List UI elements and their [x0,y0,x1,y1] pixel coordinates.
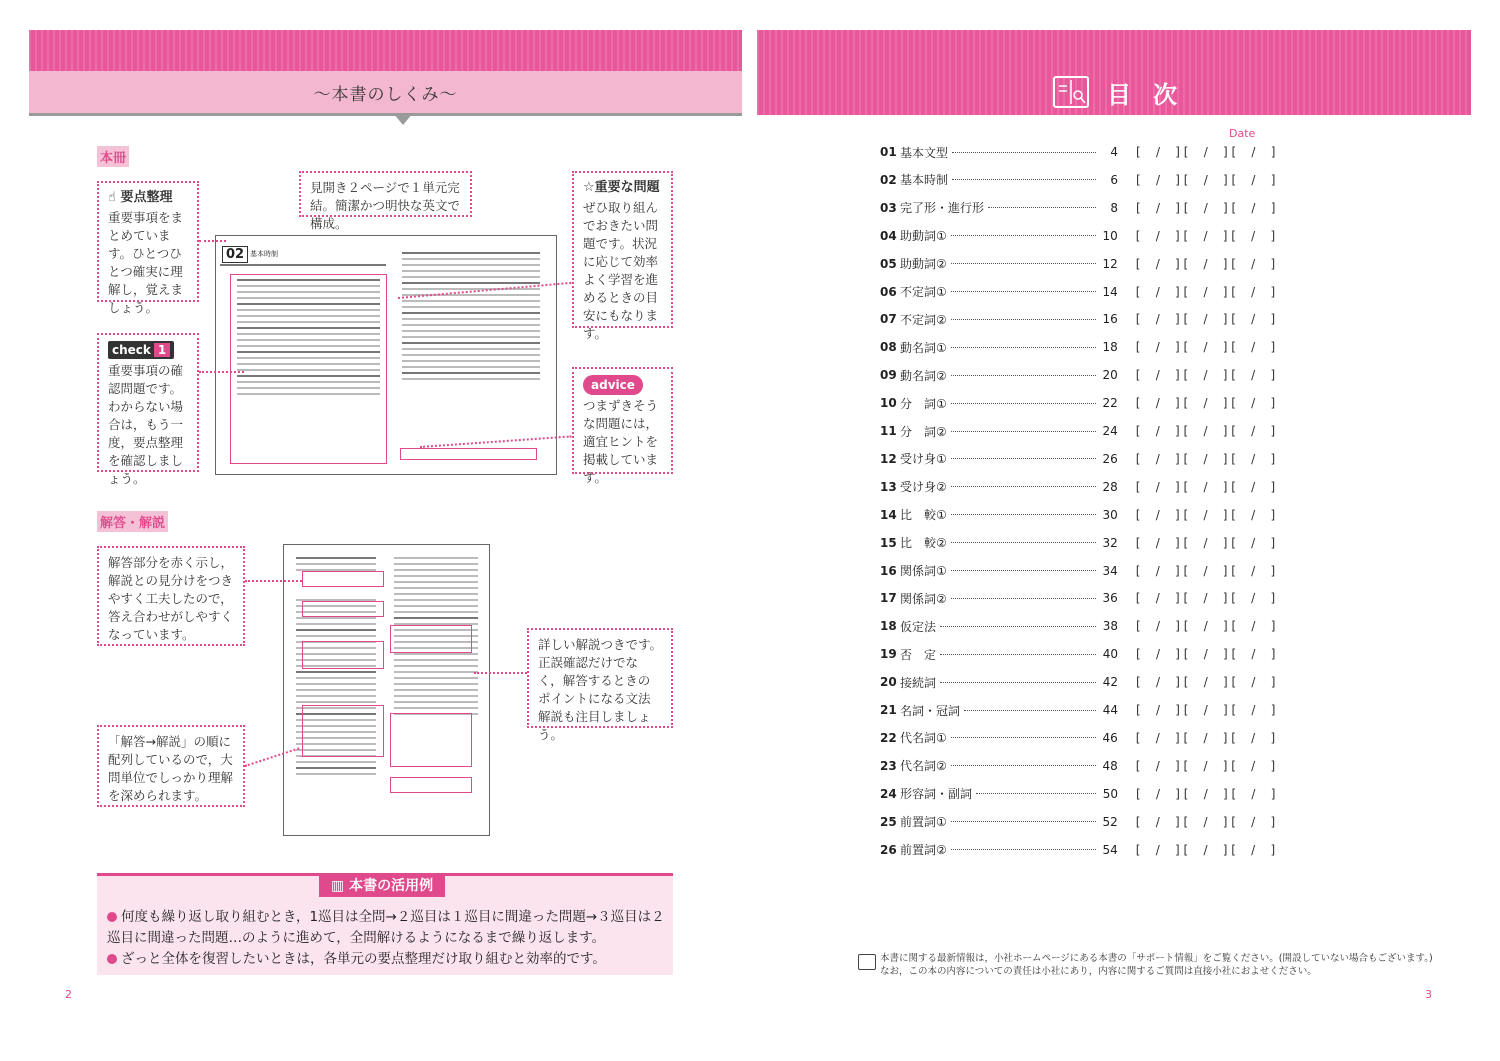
toc-leader [952,179,1096,180]
advice-badge: advice [583,375,643,395]
toc-page: 36 [1102,591,1118,606]
toc-leader [951,403,1096,404]
toc-row [880,283,1360,301]
toc-item-title: 接続詞 [900,675,937,690]
toc-row [880,199,1360,217]
toc-row [880,478,1360,496]
book-icon: ▥ [331,878,350,894]
toc-page: 10 [1102,228,1118,243]
date-brackets: [ / ] [ / ] [ / ] [1136,200,1276,215]
box-top: 見開き２ページで１単元完結。簡潔かつ明快な英文で構成。 [299,171,472,217]
toc-item-title: 形容詞・副詞 [900,787,973,802]
toc-leader [988,207,1096,208]
connector-line [474,672,527,674]
toc-row [880,310,1360,328]
date-brackets: [ / ] [ / ] [ / ] [1135,535,1276,550]
section-tag-main: 本冊 [97,146,129,167]
toc-num: 24 [880,786,897,801]
toc-num: 09 [880,368,897,383]
toc-leader [951,235,1096,236]
toc-row [880,841,1360,859]
date-brackets: [ / ] [ / ] [ / ] [1135,451,1276,466]
toc-item-title: 代名詞② [900,759,947,774]
toc-page: 14 [1102,284,1118,299]
usage-item-2: ざっと全体を復習したいときは，各単元の要点整理だけ取り組むと効率的です。 [107,949,667,970]
toc-num: 17 [880,591,897,606]
toc-item-title: 基本時制 [900,173,949,188]
toc-page: 22 [1102,396,1118,411]
computer-icon [858,954,876,970]
box-advice-text: つまずきそうな問題には，適宜ヒントを掲載しています。 [583,398,659,485]
date-brackets: [ / ] [ / ] [ / ] [1135,563,1276,578]
toc-row [880,227,1360,245]
toc-item-title: 不定詞① [900,285,947,299]
date-brackets: [ / ] [ / ] [ / ] [1136,675,1276,690]
toc-num: 04 [880,228,897,243]
toc-leader [951,570,1096,571]
toc-page: 44 [1102,703,1119,717]
toc-page: 54 [1102,842,1118,857]
date-brackets: [ / ] [ / ] [ / ] [1135,591,1276,606]
box-important-text: ぜひ取り組んでおきたい問題です。状況に応じて効率よく学習を進めるときの目安にもなります。 [583,200,659,341]
toc-page: 48 [1102,758,1118,773]
box-important [572,171,673,341]
toc-page: 38 [1102,619,1119,634]
toc-item-title: 比 較② [900,536,947,551]
toc-item-title: 基本文型 [900,145,949,160]
date-brackets: [ / ] [ / ] [ / ] [1135,842,1276,857]
toc-num: 11 [880,424,897,438]
toc-num: 05 [880,256,897,271]
toc-page: 40 [1102,647,1119,662]
toc-leader [951,514,1096,515]
toc-leader [951,765,1096,766]
toc-num: 19 [880,647,897,662]
toc-item-title: 名詞・冠詞 [900,703,961,718]
box-youten-head: 要点整理 [120,190,173,205]
usage-item-1: 何度も繰り返し取り組むとき，1巡目は全問→２巡目は１巡目に間違った問題→３巡目は２巡目に間違った問題…のように進めて，全問解けるようになるまで繰り返します。 [107,909,665,946]
toc-row [880,645,1360,663]
toc-page: 24 [1102,424,1118,438]
date-brackets: [ / ] [ / ] [ / ] [1136,145,1276,159]
toc-row [880,617,1360,635]
left-page-header [29,30,742,116]
right-page-number: 3 [1425,988,1432,1001]
toc-num: 16 [880,563,897,578]
connector-line [199,371,244,373]
usage-example-box [97,873,673,975]
toc-item-title: 前置詞② [900,843,947,857]
toc-leader [951,458,1096,459]
toc-page: 18 [1102,340,1118,355]
toc-row [880,757,1360,775]
left-page-title: ～本書のしくみ～ [313,85,458,105]
right-page-header [757,30,1471,115]
toc-page: 16 [1102,312,1118,327]
toc-leader [940,626,1096,627]
toc-row [880,506,1360,524]
toc-page: 30 [1102,507,1118,522]
toc-item-title: 分 詞① [900,396,947,411]
toc-num: 13 [880,479,897,494]
toc-num: 14 [880,507,897,522]
toc-num: 03 [880,200,897,215]
toc-leader [940,682,1096,683]
toc-item-title: 関係詞② [900,591,947,606]
toc-item-title: 否 定 [900,647,937,662]
toc-item-title: 動名詞② [900,368,947,383]
date-brackets: [ / ] [ / ] [ / ] [1135,340,1276,355]
toc-item-title: 受け身① [900,452,947,467]
section-tag-answers: 解答・解説 [97,511,168,532]
box-answer-order: 「解答→解説」の順に配列しているので，大問単位でしっかり理解を深められます。 [97,725,245,807]
toc-num: 21 [880,703,897,717]
toc-item-title: 完了形・進行形 [900,201,985,216]
date-brackets: [ / ] [ / ] [ / ] [1135,284,1276,299]
box-important-head: ☆重要な問題 [583,180,660,195]
toc-num: 02 [880,172,897,187]
toc-leader [952,152,1096,153]
toc-row [880,813,1360,831]
footnote-1: 本書に関する最新情報は，小社ホームページにある本書の「サポート情報」をご覧ください。(開設していない場合もございます。) [880,953,1433,964]
toc-leader [951,542,1096,543]
date-brackets: [ / ] [ / ] [ / ] [1135,730,1276,745]
toc-page: 32 [1102,535,1118,550]
toc-leader [951,431,1096,432]
date-brackets: [ / ] [ / ] [ / ] [1135,424,1276,438]
toc-num: 22 [880,730,897,745]
box-check [97,333,199,486]
toc-item-title: 代名詞① [900,731,947,746]
toc-page: 26 [1102,451,1118,466]
toc-row [880,589,1360,607]
box-explanation: 詳しい解説つきです。正誤確認だけでなく，解答するときのポイントになる文法解説も注目しましょう。 [527,628,673,728]
date-brackets: [ / ] [ / ] [ / ] [1135,368,1276,383]
toc-item-title: 仮定法 [900,619,937,634]
toc-row [880,562,1360,580]
date-label: Date [1229,127,1256,140]
toc-row [880,701,1360,719]
toc-leader [940,654,1096,655]
toc-row [880,394,1360,412]
toc-leader [951,821,1096,822]
toc-page: 8 [1110,200,1119,215]
toc-leader [951,319,1096,320]
date-brackets: [ / ] [ / ] [ / ] [1135,758,1276,773]
toc-num: 08 [880,340,897,355]
toc-row [880,255,1360,273]
toc-num: 15 [880,535,897,550]
book-search-icon [1053,76,1089,108]
toc-row [880,366,1360,384]
connector-line [199,240,226,242]
toc-row [880,143,1360,161]
usage-title: ▥ 本書の活用例 [319,873,445,897]
toc-page: 52 [1102,814,1118,829]
check-badge: check 1 [108,341,174,359]
toc-num: 18 [880,619,897,634]
footnote-2: なお，この本の内容についての責任は小社にあり，内容に関するご質問は直接小社におよせください。 [880,966,1317,977]
toc-num: 01 [880,145,897,159]
toc-item-title: 動名詞① [900,340,947,355]
toc-num: 23 [880,758,897,773]
header-pointer [393,113,413,125]
date-brackets: [ / ] [ / ] [ / ] [1136,786,1276,801]
toc-page: 46 [1102,730,1118,745]
thumb-unit-num: 02 [222,246,248,263]
date-brackets: [ / ] [ / ] [ / ] [1135,256,1276,271]
box-advice [572,367,673,485]
toc-num: 26 [880,842,897,857]
toc-row [880,450,1360,468]
toc-item-title: 前置詞① [900,815,947,830]
left-page-number: 2 [65,988,72,1001]
date-brackets: [ / ] [ / ] [ / ] [1136,172,1276,187]
toc-page: 50 [1102,786,1119,801]
date-brackets: [ / ] [ / ] [ / ] [1135,228,1276,243]
toc-item-title: 助動詞② [900,257,947,272]
connector-line [245,580,302,582]
sample-answer-thumbnail [283,544,490,836]
toc-leader [951,737,1096,738]
toc-leader [951,347,1096,348]
toc-page: 6 [1110,172,1119,187]
box-check-text: 重要事項の確認問題です。わからない場合は，もう一度，要点整理を確認しましょう。 [108,363,184,486]
toc-row [880,729,1360,747]
toc-leader [951,486,1096,487]
toc-page: 34 [1102,563,1118,578]
toc-page: 4 [1110,145,1119,159]
date-brackets: [ / ] [ / ] [ / ] [1135,479,1276,494]
date-brackets: [ / ] [ / ] [ / ] [1136,619,1276,634]
toc-leader [951,849,1096,850]
toc-row [880,422,1360,440]
toc-item-title: 分 詞② [900,424,947,439]
toc-num: 20 [880,675,897,690]
toc-row [880,171,1360,189]
toc-leader [976,793,1096,794]
date-brackets: [ / ] [ / ] [ / ] [1136,703,1276,717]
thumb-unit-title: 基本時制 [250,250,278,258]
toc-num: 07 [880,312,897,327]
toc-row [880,673,1360,691]
toc-num: 10 [880,396,897,411]
toc-row [880,534,1360,552]
toc-item-title: 不定詞② [900,312,947,327]
toc-num: 25 [880,814,897,829]
box-youten [97,181,199,315]
toc-page: 12 [1102,256,1118,271]
toc-row [880,338,1360,356]
toc-row [880,785,1360,803]
toc-leader [951,598,1096,599]
date-brackets: [ / ] [ / ] [ / ] [1135,814,1276,829]
date-brackets: [ / ] [ / ] [ / ] [1135,507,1276,522]
toc-leader [951,263,1096,264]
toc-item-title: 比 較① [900,508,947,523]
toc-leader [951,375,1096,376]
toc-leader [964,710,1096,711]
toc-num: 06 [880,284,897,299]
date-brackets: [ / ] [ / ] [ / ] [1135,396,1276,411]
date-brackets: [ / ] [ / ] [ / ] [1135,312,1276,327]
toc-page: 20 [1102,368,1118,383]
toc-title: 目次 [1107,81,1199,109]
toc-page: 42 [1102,675,1119,690]
toc-item-title: 助動詞① [900,229,947,244]
date-brackets: [ / ] [ / ] [ / ] [1136,647,1276,662]
toc-item-title: 関係詞① [900,564,947,578]
box-youten-text: 重要事項をまとめています。ひとつひとつ確実に理解し，覚えましょう。 [108,210,184,315]
toc-item-title: 受け身② [900,480,947,495]
box-answer-red: 解答部分を赤く示し，解説との見分けをつきやすく工夫したので，答え合わせがしやすくなっています。 [97,546,245,646]
hand-icon: ☝ [108,190,121,205]
toc-leader [951,291,1096,292]
toc-page: 28 [1102,479,1118,494]
toc-num: 12 [880,451,897,466]
